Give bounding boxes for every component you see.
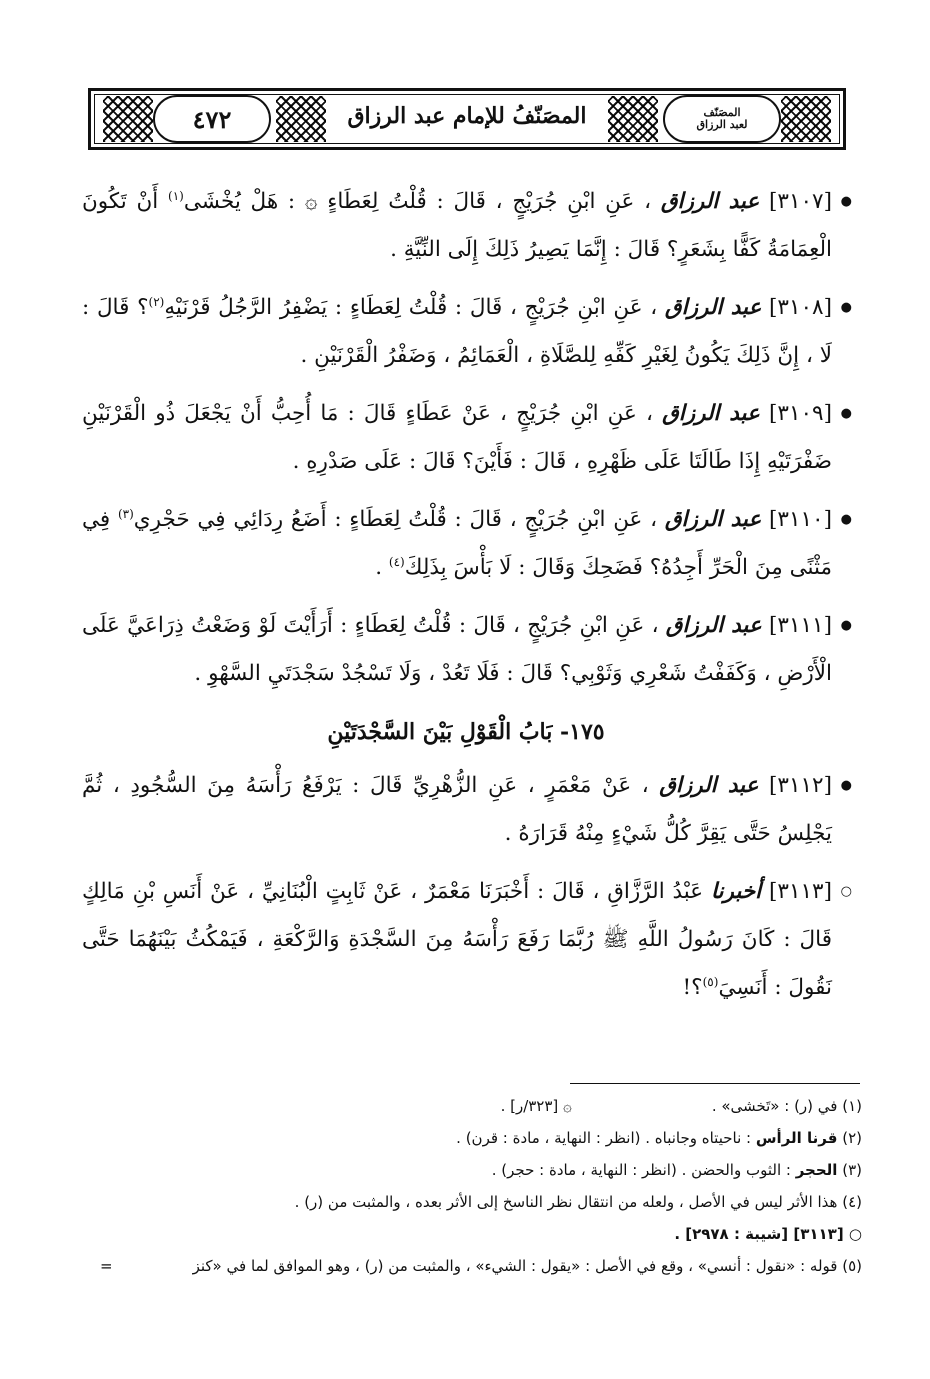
entry-number: [٣١١٢] bbox=[769, 773, 832, 798]
footnotes bbox=[82, 1090, 862, 1282]
entry-number: [٣١٠٩] bbox=[769, 401, 832, 426]
book-logo-text: المصَنّف لعبد الرزاق bbox=[696, 106, 748, 131]
running-header bbox=[88, 88, 846, 150]
hadith-entry bbox=[82, 868, 850, 1012]
footnote-ref[interactable]: (٢) bbox=[148, 294, 165, 309]
footnote-text: (٤) هذا الأثر ليس في الأصل ، ولعله من انتقال نظر الناسخ إلى الأثر بعده ، والمثبت من (ر) . bbox=[294, 1193, 862, 1211]
entry-marker: ○ bbox=[840, 884, 852, 899]
entry-marker: ● bbox=[840, 194, 852, 209]
footnote-text: : ناحيتاه وجانباه . (انظر : النهاية ، مادة : قرن) . bbox=[456, 1129, 752, 1147]
entry-text: فِي مَثْنًى مِنَ الْحَرِّ أَجِدُهُ؟ فَضَحِكَ وَقَالَ : لَا بَأْسَ بِذَلِكَ bbox=[82, 507, 832, 580]
footnote-text: : الثوب والحضن . (انظر : النهاية ، مادة : حجر) . bbox=[491, 1161, 791, 1179]
entry-number: [٣١١٣] bbox=[769, 879, 832, 904]
footnote-reference: ○ [٣١١٣] [شيبة : ٢٩٧٨] . bbox=[674, 1225, 862, 1243]
footnote-separator bbox=[570, 1083, 860, 1084]
entry-source: عبد الرزاق bbox=[660, 189, 760, 214]
hadith-entry bbox=[82, 284, 850, 380]
footnote-text: (١) في (ر) : «تَخشى» . bbox=[711, 1097, 862, 1115]
entry-source: أخبرنا bbox=[711, 879, 762, 904]
entry-source: عبد الرزاق bbox=[664, 295, 762, 320]
footnote-term: الحجر bbox=[795, 1161, 838, 1179]
footnote-ref[interactable]: (٥) bbox=[702, 974, 719, 989]
hadith-entry bbox=[82, 496, 850, 592]
entry-marker: ● bbox=[840, 618, 852, 633]
entry-text: ، عَنِ ابْنِ جُرَيْجٍ ، عَنْ عَطَاءٍ قَالَ : مَا أُحِبُّ أَنْ يَجْعَلَ ذُو الْقَرْنَيْنِ ضَفْرَتَيْهِ إِذَا طَالَتَا عَلَى ظَهْرِهِ ، قَالَ : فَأَيْنَ؟ قَالَ : عَلَى صَدْرِهِ . bbox=[82, 401, 832, 474]
entry-number: [٣١١١] bbox=[769, 613, 832, 638]
main-text bbox=[82, 178, 850, 1022]
entry-marker: ● bbox=[840, 778, 852, 793]
footnote-line bbox=[82, 1122, 862, 1154]
entry-text: ، عَنِ ابْنِ جُرَيْجٍ ، قَالَ : قُلْتُ لِعَطَاءٍ : يَضْفِرُ الرَّجُلُ قَرْنَيْهِ bbox=[164, 295, 658, 320]
entry-source: عبد الرزاق bbox=[662, 401, 760, 426]
book-logo bbox=[663, 95, 781, 143]
footnote-ref[interactable]: (١) bbox=[168, 188, 184, 203]
chapter-heading: ١٧٥- بَابُ الْقَوْلِ بَيْنَ السَّجْدَتَيْنِ bbox=[327, 719, 605, 745]
entry-marker: ● bbox=[840, 512, 852, 527]
entry-source: عبد الرزاق bbox=[665, 613, 762, 638]
entry-number: [٣١٠٧] bbox=[769, 189, 832, 214]
hadith-entry bbox=[82, 390, 850, 486]
footnote-term: قرنا الرأس bbox=[755, 1129, 838, 1147]
header-ornament bbox=[276, 96, 326, 142]
hadith-entry bbox=[82, 762, 850, 858]
entry-number: [٣١٠٨] bbox=[769, 295, 832, 320]
entry-text: ، عَنِ ابْنِ جُرَيْجٍ ، قَالَ : قُلْتُ لِعَطَاءٍ : أَضَعُ رِدَائِي فِي حَجْرِي bbox=[133, 507, 658, 532]
entry-text: . bbox=[375, 555, 383, 580]
continuation-mark: = bbox=[100, 1257, 113, 1275]
entry-marker: ● bbox=[840, 406, 852, 421]
entry-marker: ● bbox=[840, 300, 852, 315]
footnote-number: (٢) bbox=[837, 1129, 862, 1147]
footnote-text: ۞ [٣٢٣/ر] . bbox=[500, 1097, 572, 1115]
footnote-text: (٥) قوله : «نقول : أنسي» ، وقع في الأصل : «يقول : الشيء» ، والمثبت من (ر) ، وهو الموافق لما في «كنز bbox=[192, 1257, 862, 1275]
entry-source: عبد الرزاق bbox=[664, 507, 762, 532]
footnote-line bbox=[82, 1218, 862, 1250]
footnote-line bbox=[82, 1186, 862, 1218]
page-number: ٤٧٢ bbox=[192, 104, 232, 134]
entry-text: ، عَنِ ابْنِ جُرَيْجٍ ، قَالَ : قُلْتُ لِعَطَاءٍ : أَرَأَيْتَ لَوْ وَضَعْتُ ذِرَاعَيَّ عَلَى الْأَرْضِ ، وَكَفَفْتُ شَعْرِي وَثَوْبِي؟ قَالَ : فَلَا تَعُدْ ، وَلَا تَسْجُدْ سَجْدَتَيِ السَّهْوِ . bbox=[82, 613, 832, 686]
entry-text: ؟ قَالَ : لَا ، إِنَّ ذَلِكَ يَكُونُ لِغَيْرِ كَفِّهِ لِلصَّلَاةِ ، الْعَمَائِمُ ، وَضَفْرُ الْقَرْنَيْنِ . bbox=[82, 295, 832, 368]
header-ornament bbox=[103, 96, 153, 142]
entry-text: ، عَنِ ابْنِ جُرَيْجٍ ، قَالَ : قُلْتُ لِعَطَاءٍ ۞ : هَلْ يُخْشَى bbox=[183, 189, 652, 214]
page-number-badge bbox=[153, 95, 271, 143]
footnote-line bbox=[82, 1090, 862, 1122]
footnote-ref[interactable]: (٤) bbox=[388, 554, 405, 569]
header-ornament bbox=[608, 96, 658, 142]
hadith-entry bbox=[82, 602, 850, 698]
footnote-ref[interactable]: (٣) bbox=[117, 506, 134, 521]
entry-text: أَنْ تَكُونَ الْعِمَامَةُ كَفًّا بِشَعَرٍ؟ قَالَ : إِنَّمَا يَصِيرُ ذَلِكَ إِلَى النِّيَّةِ . bbox=[82, 189, 832, 262]
entry-text: عَبْدُ الرَّزَّاقِ ، قَالَ : أَخْبَرَنَا مَعْمَرٌ ، عَنْ ثَابِتٍ الْبُنَانِيِّ ، عَنْ أَنَسِ بْنِ مَالِكٍ قَالَ : كَانَ رَسُولُ اللَّهِ ﷺ رُبَّمَا رَفَعَ رَأْسَهُ مِنَ السَّجْدَةِ وَالرَّكْعَةِ ، فَيَمْكُثُ بَيْنَهُمَا حَتَّى نَقُولَ : أَنَسِيَ bbox=[82, 879, 832, 1000]
footnote-line bbox=[82, 1154, 862, 1186]
entry-text: ، عَنْ مَعْمَرٍ ، عَنِ الزُّهْرِيِّ قَالَ : يَرْفَعُ رَأْسَهُ مِنَ السُّجُودِ ، ثُمَّ يَجْلِسُ حَتَّى يَقِرَّ كُلُّ شَيْءٍ مِنْهُ قَرَارَهُ . bbox=[82, 773, 832, 846]
footnote-number: (٣) bbox=[837, 1161, 862, 1179]
running-title: المصَنّفُ للإمام عبد الرزاق bbox=[347, 103, 587, 129]
entry-source: عبد الرزاق bbox=[659, 773, 759, 798]
header-ornament bbox=[781, 96, 831, 142]
entry-number: [٣١١٠] bbox=[769, 507, 832, 532]
entry-text: ؟! bbox=[682, 975, 703, 1000]
hadith-entry bbox=[82, 178, 850, 274]
footnote-line bbox=[82, 1250, 862, 1282]
